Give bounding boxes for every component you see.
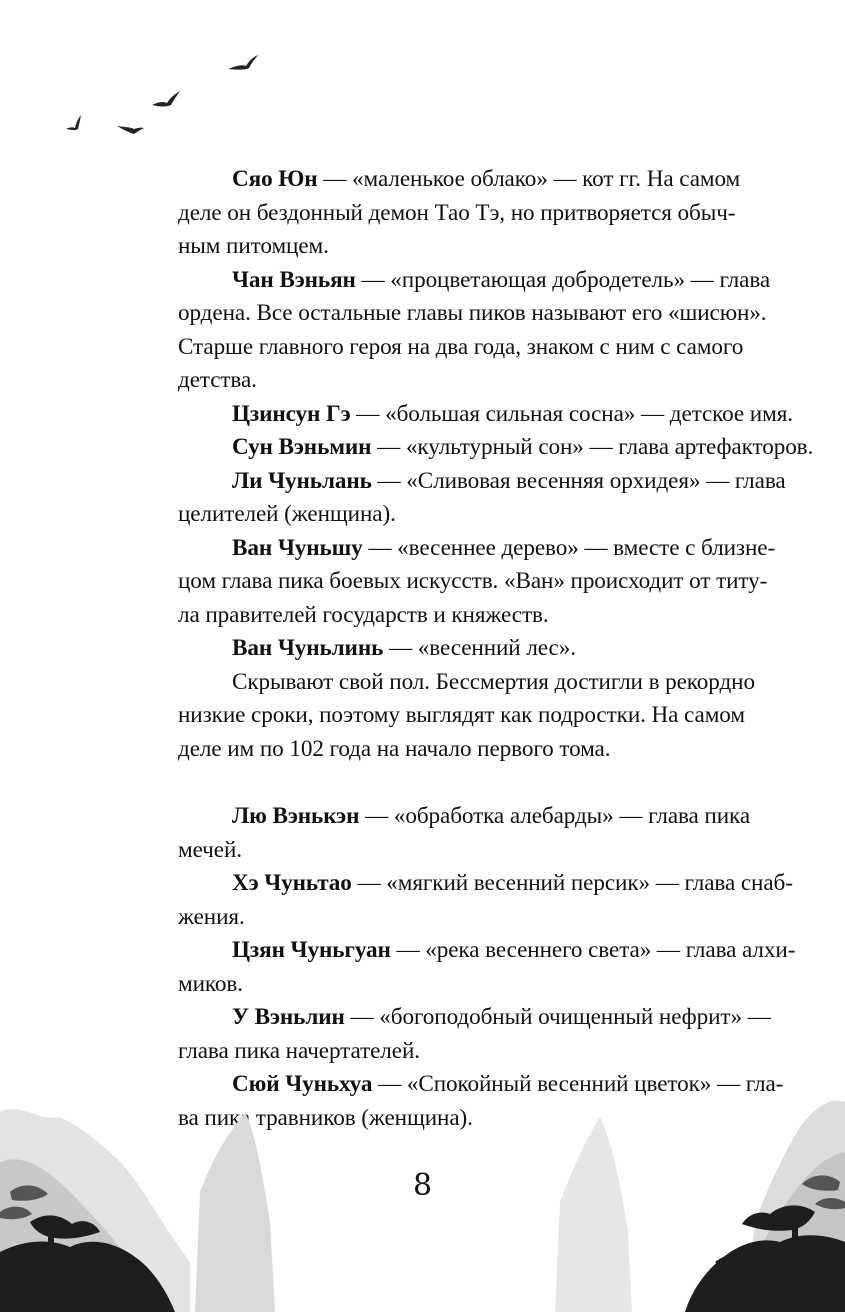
character-name: Хэ Чуньтао: [232, 870, 352, 896]
character-name: Цзинсун Гэ: [232, 400, 351, 427]
character-entry: Ли Чуньлань — «Сливовая весенняя орхидея» — глава целителей (женщина).: [178, 467, 786, 527]
bird-icon: [66, 115, 81, 130]
character-name: Сюй Чуньхуа: [232, 1071, 373, 1097]
character-entry: Ван Чуньшу — «весеннее дерево» — вместе с близне- цом глава пика боевых искусств. «Ван» происходит от титу- ла правителей государств и княжеств.: [178, 534, 776, 628]
character-name: Сяо Юн: [232, 166, 318, 192]
character-entry: У Вэньлин — «богоподобный очищенный нефрит» — глава пика начертателей.: [178, 1004, 771, 1064]
bird-icon: [117, 126, 144, 134]
mountain-icon: [195, 1112, 275, 1312]
character-entry: Ван Чуньлинь — «весенний лес».: [232, 635, 576, 661]
character-name: Лю Вэнькэн: [232, 803, 360, 829]
bird-icon: [228, 55, 258, 70]
mountain-icon: [555, 1117, 632, 1312]
character-name: Ван Чуньлинь: [232, 635, 384, 661]
character-name: У Вэньлин: [232, 1004, 345, 1030]
character-entry: Цзинсун Гэ — «большая сильная сосна» — детское имя.: [232, 400, 793, 427]
section-gap: [124, 766, 756, 800]
birds-decoration: [0, 0, 300, 150]
character-name: Сун Вэньмин: [232, 434, 372, 460]
character-entry: Сюй Чуньхуа — «Спокойный весенний цветок» — гла- ва пика травников (женщина).: [178, 1071, 784, 1131]
character-name: Ван Чуньшу: [232, 534, 363, 561]
character-entry: Цзян Чуньгуан — «река весеннего света» — глава алхи- миков.: [178, 937, 796, 997]
character-name: Чан Вэньян: [232, 266, 356, 293]
character-entry: Чан Вэньян — «процветающая добродетель» — глава ордена. Все остальные главы пиков называют его «шисюн». Старше главного героя на два года, знаком с ним с самого детства.: [178, 266, 771, 393]
character-entry: Сун Вэньмин — «культурный сон» — глава артефакторов.: [232, 434, 814, 460]
character-entry: Лю Вэнькэн — «обработка алебарды» — глава пика мечей.: [178, 803, 751, 863]
note-paragraph: Скрывают свой пол. Бессмертия достигли в рекордно низкие сроки, поэтому выглядят как подростки. На самом деле им по 102 года на начало первого тома.: [178, 668, 755, 762]
character-entry: Хэ Чуньтао — «мягкий весенний персик» — глава снаб- жения.: [178, 870, 793, 930]
character-name: Ли Чуньлань: [232, 467, 372, 494]
bird-icon: [152, 91, 180, 107]
character-name: Цзян Чуньгуан: [232, 937, 391, 963]
character-list: [124, 163, 814, 1135]
page-number: 8: [412, 1168, 433, 1203]
character-entry: Сяо Юн — «маленькое облако» — кот гг. На самом деле он бездонный демон Тао Тэ, но притворяется обыч- ным питомцем.: [178, 166, 741, 259]
